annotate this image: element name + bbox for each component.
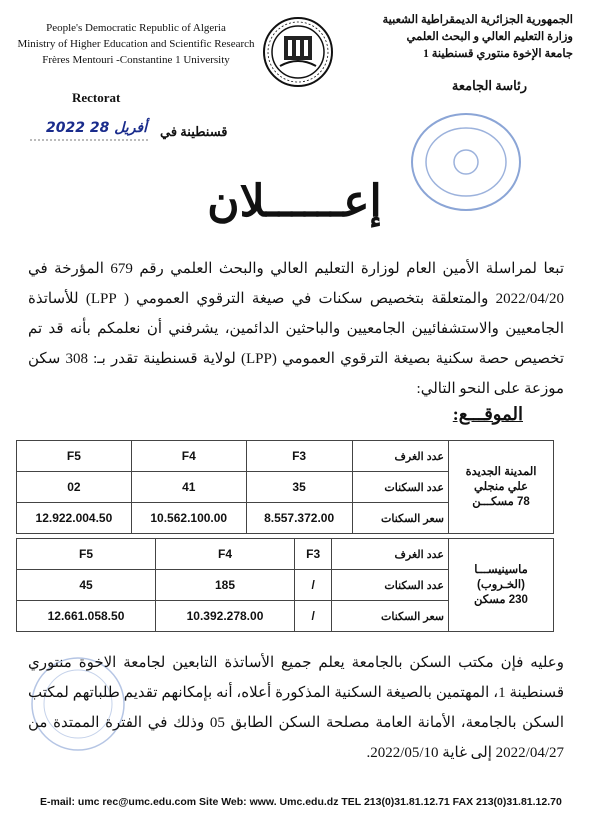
table-cell: / [295,601,332,632]
header-left-line: Ministry of Higher Education and Scientific Research [17,38,255,50]
table-cell: 12.922.004.50 [17,503,132,534]
housing-table-ali-mendjeli [16,440,554,534]
site-name-cell [449,539,554,632]
table-row [17,539,554,570]
header-left-line: Frères Mentouri -Constantine 1 University [42,54,230,66]
header-right-line: الجمهورية الجزائرية الديمقراطية الشعبية [382,14,573,26]
table-cell: F4 [131,441,246,472]
table-cell: F5 [17,441,132,472]
table-cell: 10.562.100.00 [131,503,246,534]
table-cell: F3 [246,441,352,472]
location-heading: الموقـــع: [452,404,523,424]
table-cell: 45 [17,570,156,601]
header-right-line: جامعة الإخوة منتوري قسنطينة 1 [423,48,573,60]
table-cell: F4 [156,539,295,570]
presidency-label: رئاسة الجامعة [451,78,527,93]
row-label: عدد السكنات [352,472,448,503]
footer-contact: E-mail: umc rec@umc.edu.com Site Web: www. Umc.edu.dz TEL 213(0)31.81.12.71 FAX 213(0)31.81.12.70 [40,796,562,808]
site-name-cell [449,441,554,534]
date-label: قسنطينة في [160,124,228,139]
intro-paragraph: تبعا لمراسلة الأمين العام لوزارة التعليم العالي والبحث العلمي رقم 679 المؤرخة في 2022/04/20 والمتعلقة بتخصيص سكنات في صيغة الترقوي العمومي ( LPP) للأساتذة الجامعيين والاستشفائيين الجامعيين والباحثين الدائمين، يشرفني أن نعلمكم بأنه قد تم تخصيص حصة سكنية بصيغة الترقوي العمومي (LPP) لولاية قسنطينة تقدر بـ: 308 سكن موزعة على النحو التالي: [28,261,565,397]
header-left-line: People's Democratic Republic of Algeria [46,22,226,34]
row-label: سعر السكنات [332,601,449,632]
university-logo-icon [262,16,334,88]
site-line: ماسينيســـا [474,563,528,576]
table-cell: 35 [246,472,352,503]
table-cell: F5 [17,539,156,570]
table-cell: / [295,570,332,601]
site-line: المدينة الجديدة [465,465,537,478]
table-cell: 8.557.372.00 [246,503,352,534]
row-label: عدد الغرف [352,441,448,472]
header-right-line: وزارة التعليم العالي و البحث العلمي [406,31,573,43]
table-cell: 41 [131,472,246,503]
table-cell: 185 [156,570,295,601]
date-value: 2022 أفريل 28 [46,120,148,136]
site-line: (الخـروب) [477,578,525,591]
announcement-title: إعــــــلان [207,177,382,226]
table-cell: 12.661.058.50 [17,601,156,632]
table-cell: 10.392.278.00 [156,601,295,632]
site-line: 230 مسكن [474,593,528,606]
site-line: علي منجلي [474,480,528,493]
row-label: عدد السكنات [332,570,449,601]
rectorat-label: Rectorat [72,90,121,105]
closing-paragraph: وعليه فإن مكتب السكن بالجامعة يعلم جميع الأساتذة التابعين لجامعة الاخوة منتوري قسنطينة 1، المهتمين بالصيغة السكنية المذكورة أعلاه، أنه بإمكانهم تقديم طلباتهم لمكتب السكن بالجامعة، الأمانة العامة مصلحة السكن الطابق 05 وذلك في الفترة الممتدة من 2022/04/27 إلى غاية 2022/05/10. [28,655,564,761]
site-line: 78 مسكـــن [472,495,530,508]
header-left-block [16,20,256,68]
table-cell: F3 [295,539,332,570]
header-right-block [353,12,573,63]
row-label: سعر السكنات [352,503,448,534]
housing-table-massinissa [16,538,554,632]
table-cell: 02 [17,472,132,503]
table-row [17,441,554,472]
row-label: عدد الغرف [332,539,449,570]
